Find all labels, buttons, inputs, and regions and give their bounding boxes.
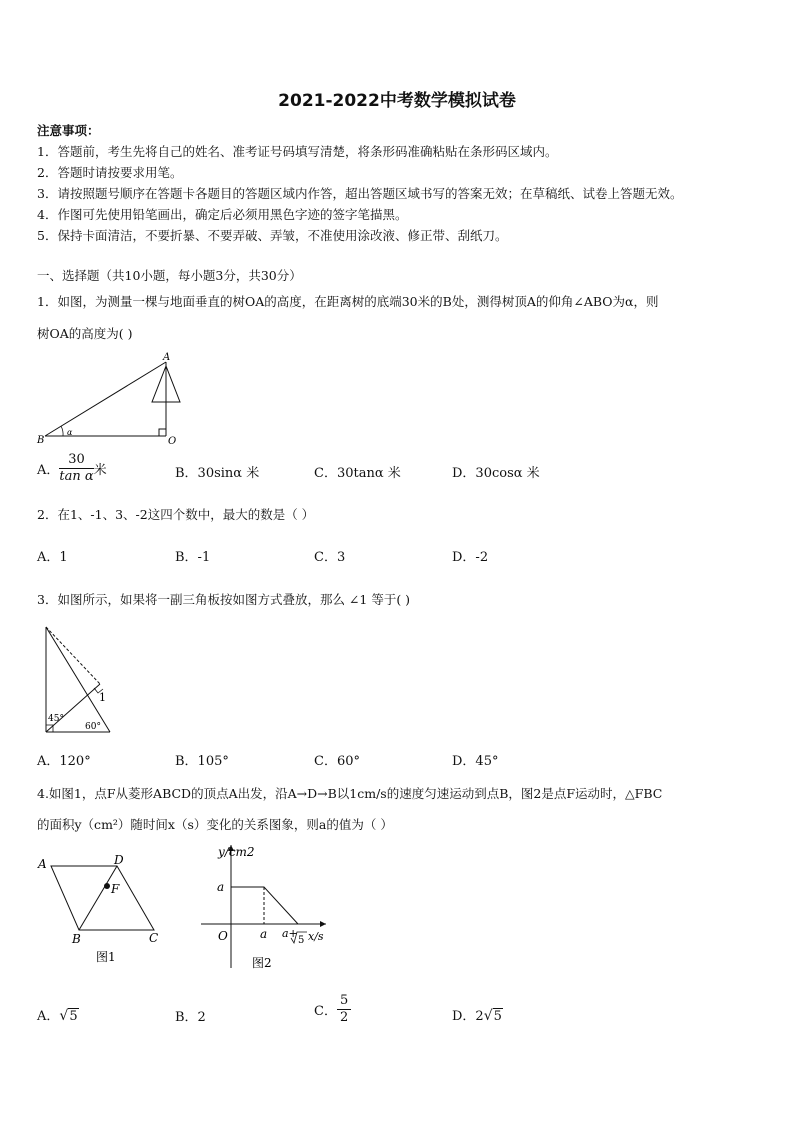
q4-fig2-origin: O bbox=[218, 929, 228, 943]
notice-item-3: 3．请按照题号顺序在答题卡各题目的答题区域内作答，超出答题区域书写的答案无效；在草稿纸、试卷上答题无效。 bbox=[37, 186, 683, 201]
notice-heading: 注意事项： bbox=[37, 123, 100, 138]
q4-figure-1 bbox=[34, 850, 169, 970]
q4-option-c: C． $\frac{5}{2}$ bbox=[314, 993, 351, 1026]
q3-angle-60: 60° bbox=[85, 722, 101, 732]
q3-angle-1: 1 bbox=[99, 691, 106, 704]
q1-option-d: D．30cosα 米 bbox=[452, 466, 540, 481]
q1-figure bbox=[35, 350, 185, 450]
q4-option-d: D．2√5 bbox=[452, 1008, 502, 1024]
q3-stem: 3．如图所示，如果将一副三角板按如图方式叠放，那么 ∠1 等于( ) bbox=[37, 592, 411, 607]
q4-figure-2 bbox=[196, 840, 341, 975]
q3-angle-45: 45° bbox=[48, 714, 64, 724]
q4-fig2-xlabel: x/s bbox=[308, 930, 324, 943]
q1-label-B: B bbox=[37, 435, 45, 446]
q2-stem: 2．在1、-1、3、-2这四个数中，最大的数是（ ） bbox=[37, 507, 315, 522]
q1-label-A: A bbox=[163, 352, 171, 363]
q1-option-a: A． $\frac{30}{\text{tan α}}$ 米 bbox=[37, 452, 107, 484]
notice-item-5: 5．保持卡面清洁，不要折暴、不要弄破、弄皱，不准使用涂改液、修正带、刮纸刀。 bbox=[37, 228, 508, 243]
notice-item-4: 4．作图可先使用铅笔画出，确定后必须用黑色字迹的签字笔描黑。 bbox=[37, 207, 408, 222]
q4-fig1-caption: 图1 bbox=[96, 950, 116, 964]
q1-label-O: O bbox=[168, 436, 177, 447]
q4-fig1-D: D bbox=[114, 853, 124, 867]
q4-fig2-caption: 图2 bbox=[252, 956, 272, 970]
q4-option-a: A．√5 bbox=[37, 1008, 78, 1024]
q3-option-c: C．60° bbox=[314, 754, 360, 769]
q4-fig2-sqrt5: 5 bbox=[298, 935, 305, 946]
q4-fig2-a-plus: a+ bbox=[282, 927, 298, 940]
q1-stem-line1: 1．如图，为测量一棵与地面垂直的树OA的高度，在距离树的底端30米的B处，测得树顶A的仰角∠ABO为α，则 bbox=[37, 294, 659, 309]
q4-fig2-ylabel: y/cm2 bbox=[218, 845, 255, 859]
q1-option-b: B．30sinα 米 bbox=[175, 466, 260, 481]
q4-option-b: B．2 bbox=[175, 1010, 206, 1025]
q4-fig1-A: A bbox=[38, 857, 47, 871]
page-title: 2021-2022中考数学模拟试卷 bbox=[278, 91, 516, 111]
q2-option-b: B．-1 bbox=[175, 550, 211, 565]
q2-option-a: A．1 bbox=[37, 550, 68, 565]
q2-option-d: D．-2 bbox=[452, 550, 489, 565]
q2-option-c: C．3 bbox=[314, 550, 346, 565]
q4-fig2-a-x: a bbox=[260, 927, 268, 941]
q4-fig1-C: C bbox=[149, 931, 159, 945]
q4-fig2-a-y: a bbox=[217, 880, 225, 894]
q4-fig1-F: F bbox=[111, 882, 120, 896]
section-heading: 一、选择题（共10小题，每小题3分，共30分） bbox=[37, 268, 302, 283]
q1-stem-line2: 树OA的高度为( ) bbox=[37, 326, 133, 341]
q4-fig1-B: B bbox=[72, 932, 81, 946]
q4-stem-line1: 4.如图1，点F从菱形ABCD的顶点A出发，沿A→D→B以1cm/s的速度匀速运动到点B，图2是点F运动时，△FBC bbox=[37, 786, 663, 801]
notice-item-2: 2．答题时请按要求用笔。 bbox=[37, 165, 183, 180]
q3-option-d: D．45° bbox=[452, 754, 499, 769]
q3-option-a: A．120° bbox=[37, 754, 91, 769]
notice-item-1: 1．答题前，考生先将自己的姓名、准考证号码填写清楚，将条形码准确粘贴在条形码区域内。 bbox=[37, 144, 558, 159]
q3-figure bbox=[40, 622, 120, 737]
q4-stem-line2: 的面积y（cm²）随时间x（s）变化的关系图象，则a的值为（ ） bbox=[37, 817, 393, 832]
q3-option-b: B．105° bbox=[175, 754, 229, 769]
q1-label-alpha: α bbox=[67, 428, 73, 437]
q1-option-c: C．30tanα 米 bbox=[314, 466, 401, 481]
